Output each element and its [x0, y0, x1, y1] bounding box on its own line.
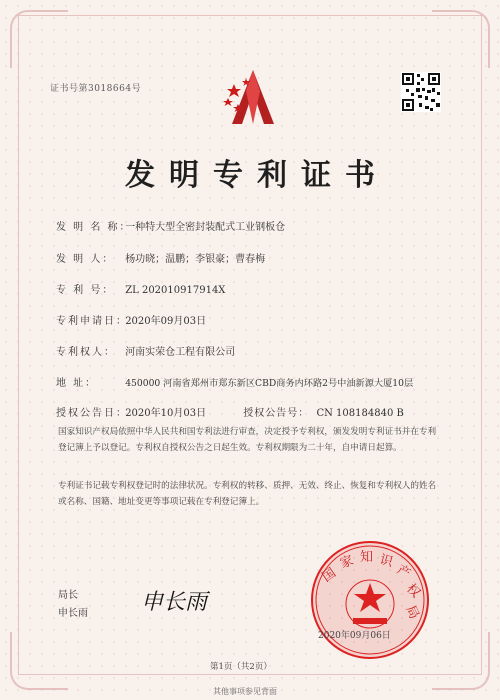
- patentee-value: 河南实荣仓工程有限公司: [125, 347, 236, 358]
- director-name: 申长雨: [58, 608, 88, 619]
- svg-text:权: 权: [403, 581, 423, 602]
- patent-no-row: [56, 281, 225, 296]
- invention-name-value: 一种特大型全密封装配式工业钢板仓: [125, 222, 286, 233]
- corner-ornament: [432, 10, 490, 68]
- address-row: [56, 374, 413, 389]
- apply-date-label: 专利申请日：: [56, 316, 128, 327]
- seal-date: 2020年09月06日: [318, 631, 391, 641]
- grant-row: [56, 404, 404, 419]
- patent-no-label: 专 利 号：: [56, 285, 115, 296]
- official-seal: [308, 538, 432, 662]
- svg-text:国: 国: [319, 565, 339, 586]
- inventors-label: 发 明 人：: [56, 254, 115, 265]
- director-signature: [138, 584, 228, 618]
- director-title: 局长: [58, 590, 78, 601]
- svg-text:知: 知: [360, 550, 374, 565]
- page-indicator: 第1页（共2页）: [210, 662, 272, 672]
- grant-pub-value: CN 108184840 B: [316, 408, 404, 419]
- grant-date-value: 2020年10月03日: [125, 408, 207, 419]
- corner-ornament: [10, 632, 68, 690]
- invention-name-row: [56, 218, 285, 233]
- address-label: 地 址：: [56, 378, 98, 389]
- invention-name-label: 发 明 名 称：: [56, 222, 132, 233]
- svg-text:家: 家: [338, 553, 356, 572]
- grant-date-label: 授权公告日：: [56, 408, 128, 419]
- svg-text:识: 识: [377, 552, 395, 571]
- certificate-number: 证书号第3018664号: [50, 84, 142, 94]
- corner-ornament: [10, 10, 68, 68]
- signature-text: 申长雨: [141, 590, 208, 615]
- apply-date-value: 2020年09月03日: [125, 316, 207, 327]
- inventors-value: 杨功晓；温鹏；李银豪；曹春梅: [125, 254, 266, 265]
- qr-code-icon: [401, 72, 441, 112]
- certificate-title: 发明专利证书: [125, 158, 389, 193]
- inventors-row: [56, 250, 265, 265]
- back-note: 其他事项参见背面: [213, 687, 277, 696]
- patentee-row: [56, 343, 235, 358]
- patentee-label: 专利权人：: [56, 347, 116, 358]
- patent-no-value: ZL 202010917914X: [125, 285, 226, 296]
- svg-text:产: 产: [394, 562, 413, 582]
- body-paragraph-1: 国家知识产权局依照中华人民共和国专利法进行审查，决定授予专利权，颁发发明专利证书并在专利登记簿上予以登记。专利权自授权公告之日起生效。专利权期限为二十年，自申请日起算。: [58, 427, 437, 453]
- grant-pub-label: 授权公告号：: [243, 408, 310, 419]
- address-value: 450000 河南省郑州市郑东新区CBD商务内环路2号中油新源大厦10层: [125, 378, 414, 389]
- apply-date-row: [56, 312, 206, 327]
- body-paragraph-2: 专利证书记载专利权登记时的法律状况。专利权的转移、质押、无效、终止、恢复和专利权人的姓名或名称、国籍、地址变更等事项记载在专利登记簿上。: [58, 481, 437, 507]
- corner-ornament: [432, 632, 490, 690]
- cnipa-emblem-icon: [222, 66, 292, 128]
- svg-text:局: 局: [402, 603, 422, 622]
